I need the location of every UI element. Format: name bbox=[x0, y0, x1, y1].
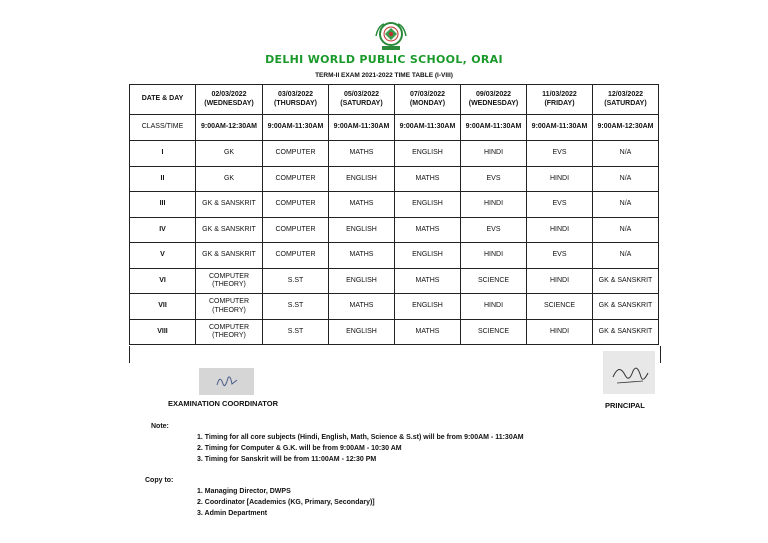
subject-cell: S.ST bbox=[263, 320, 329, 345]
subject-cell: HINDI bbox=[527, 320, 593, 345]
exam-time-cell: 9:00AM-11:30AM bbox=[329, 115, 395, 141]
subject-cell: GK & SANSKRIT bbox=[196, 243, 263, 269]
subject-cell: MATHS bbox=[329, 294, 395, 320]
subject-cell: MATHS bbox=[395, 269, 461, 294]
table-row bbox=[130, 243, 659, 269]
exam-day: (MONDAY) bbox=[409, 99, 446, 107]
subject-cell: GK & SANSKRIT bbox=[196, 218, 263, 243]
school-name: DELHI WORLD PUBLIC SCHOOL, ORAI bbox=[265, 53, 503, 66]
table-row bbox=[130, 141, 659, 167]
subject-cell: SCIENCE bbox=[527, 294, 593, 320]
subject-cell: GK bbox=[196, 141, 263, 167]
subject-cell: ENGLISH bbox=[395, 294, 461, 320]
table-row bbox=[130, 269, 659, 294]
class-cell: I bbox=[130, 141, 196, 167]
subject-cell: MATHS bbox=[395, 320, 461, 345]
note-item: 2. Timing for Computer & G.K. will be from 9:00AM - 10:30 AM bbox=[197, 445, 402, 452]
header-row bbox=[130, 85, 659, 115]
subject-cell: COMPUTER (THEORY) bbox=[196, 269, 263, 294]
subject-cell: ENGLISH bbox=[395, 243, 461, 269]
subject-cell: SCIENCE bbox=[461, 320, 527, 345]
class-cell: VIII bbox=[130, 320, 196, 345]
table-tail-right bbox=[660, 346, 661, 363]
copy-to-item: 3. Admin Department bbox=[197, 510, 268, 517]
subject-cell: COMPUTER (THEORY) bbox=[196, 294, 263, 320]
subject-cell: HINDI bbox=[527, 269, 593, 294]
subject-cell: ENGLISH bbox=[329, 167, 395, 192]
signature-icon bbox=[603, 351, 655, 394]
table-row bbox=[130, 294, 659, 320]
exam-time-cell: 9:00AM-11:30AM bbox=[527, 115, 593, 141]
date-header-cell bbox=[527, 85, 593, 115]
subject-cell: HINDI bbox=[461, 294, 527, 320]
subject-cell: ENGLISH bbox=[329, 218, 395, 243]
subject-cell: GK & SANSKRIT bbox=[593, 320, 659, 345]
time-row bbox=[130, 115, 659, 141]
date-day-header: DATE & DAY bbox=[130, 85, 196, 115]
subject-cell: COMPUTER bbox=[263, 243, 329, 269]
school-crest-icon bbox=[373, 21, 409, 52]
table-row bbox=[130, 320, 659, 345]
copy-to-item: 2. Coordinator [Academics (KG, Primary, Secondary)] bbox=[197, 499, 375, 506]
subject-cell: S.ST bbox=[263, 294, 329, 320]
subject-cell: EVS bbox=[527, 192, 593, 218]
date-header-cell bbox=[461, 85, 527, 115]
class-cell: VI bbox=[130, 269, 196, 294]
subject-cell: COMPUTER (THEORY) bbox=[196, 320, 263, 345]
table-row bbox=[130, 218, 659, 243]
subject-cell: EVS bbox=[527, 243, 593, 269]
subject-cell: COMPUTER bbox=[263, 167, 329, 192]
exam-date: 07/03/2022 bbox=[409, 91, 446, 98]
note-item: 1. Timing for all core subjects (Hindi, English, Math, Science & S.st) will be from 9:00AM - 11:30AM bbox=[197, 434, 524, 441]
subject-cell: GK & SANSKRIT bbox=[196, 192, 263, 218]
exam-time-cell: 9:00AM-12:30AM bbox=[196, 115, 263, 141]
subject-cell: N/A bbox=[593, 141, 659, 167]
date-header-cell bbox=[329, 85, 395, 115]
subject-cell: COMPUTER bbox=[263, 192, 329, 218]
subject-cell: GK bbox=[196, 167, 263, 192]
subject-cell: N/A bbox=[593, 167, 659, 192]
subject-cell: GK & SANSKRIT bbox=[593, 269, 659, 294]
date-header-cell bbox=[395, 85, 461, 115]
date-header-cell bbox=[263, 85, 329, 115]
subject-cell: ENGLISH bbox=[395, 192, 461, 218]
subject-cell: MATHS bbox=[329, 192, 395, 218]
subject-cell: HINDI bbox=[461, 243, 527, 269]
exam-timetable bbox=[129, 84, 659, 345]
class-cell: V bbox=[130, 243, 196, 269]
signature-icon bbox=[199, 368, 254, 395]
timetable-title: TERM-II EXAM 2021-2022 TIME TABLE (I-VIII) bbox=[315, 72, 453, 79]
subject-cell: ENGLISH bbox=[329, 269, 395, 294]
subject-cell: EVS bbox=[527, 141, 593, 167]
table-row bbox=[130, 192, 659, 218]
subject-cell: HINDI bbox=[461, 141, 527, 167]
exam-time-cell: 9:00AM-11:30AM bbox=[395, 115, 461, 141]
subject-cell: COMPUTER bbox=[263, 218, 329, 243]
exam-time-cell: 9:00AM-11:30AM bbox=[263, 115, 329, 141]
exam-day: (WEDNESDAY) bbox=[468, 99, 519, 107]
subject-cell: EVS bbox=[461, 218, 527, 243]
exam-time-cell: 9:00AM-12:30AM bbox=[593, 115, 659, 141]
date-header-cell bbox=[196, 85, 263, 115]
exam-date: 11/03/2022 bbox=[542, 91, 577, 98]
subject-cell: MATHS bbox=[395, 218, 461, 243]
exam-date: 05/03/2022 bbox=[343, 91, 380, 98]
exam-day: (SATURDAY) bbox=[604, 99, 647, 107]
class-cell: III bbox=[130, 192, 196, 218]
subject-cell: N/A bbox=[593, 218, 659, 243]
subject-cell: MATHS bbox=[395, 167, 461, 192]
subject-cell: N/A bbox=[593, 192, 659, 218]
subject-cell: GK & SANSKRIT bbox=[593, 294, 659, 320]
exam-time-cell: 9:00AM-11:30AM bbox=[461, 115, 527, 141]
date-header-cell bbox=[593, 85, 659, 115]
subject-cell: MATHS bbox=[329, 243, 395, 269]
exam-date: 12/03/2022 bbox=[607, 91, 644, 98]
note-label: Note: bbox=[151, 423, 169, 430]
class-time-header: CLASS/TIME bbox=[130, 115, 196, 141]
subject-cell: HINDI bbox=[527, 167, 593, 192]
subject-cell: N/A bbox=[593, 243, 659, 269]
subject-cell: COMPUTER bbox=[263, 141, 329, 167]
exam-day: (WEDNESDAY) bbox=[204, 99, 254, 107]
note-item: 3. Timing for Sanskrit will be from 11:00AM - 12:30 PM bbox=[197, 456, 377, 463]
subject-cell: MATHS bbox=[329, 141, 395, 167]
subject-cell: ENGLISH bbox=[329, 320, 395, 345]
copy-to-item: 1. Managing Director, DWPS bbox=[197, 488, 291, 495]
class-cell: VII bbox=[130, 294, 196, 320]
table-tail-left bbox=[129, 346, 130, 363]
table-row bbox=[130, 167, 659, 192]
subject-cell: HINDI bbox=[527, 218, 593, 243]
exam-day: (SATURDAY) bbox=[340, 99, 383, 107]
subject-cell: S.ST bbox=[263, 269, 329, 294]
copy-to-label: Copy to: bbox=[145, 477, 174, 484]
exam-day: (THURSDAY) bbox=[274, 99, 317, 107]
subject-cell: ENGLISH bbox=[395, 141, 461, 167]
examination-coordinator-label: EXAMINATION COORDINATOR bbox=[168, 399, 278, 408]
exam-date: 03/03/2022 bbox=[277, 91, 314, 98]
exam-date: 09/03/2022 bbox=[475, 91, 512, 98]
principal-label: PRINCIPAL bbox=[605, 401, 645, 410]
subject-cell: SCIENCE bbox=[461, 269, 527, 294]
class-cell: IV bbox=[130, 218, 196, 243]
class-cell: II bbox=[130, 167, 196, 192]
subject-cell: HINDI bbox=[461, 192, 527, 218]
subject-cell: EVS bbox=[461, 167, 527, 192]
exam-date: 02/03/2022 bbox=[211, 91, 247, 98]
exam-day: (FRIDAY) bbox=[544, 99, 575, 107]
